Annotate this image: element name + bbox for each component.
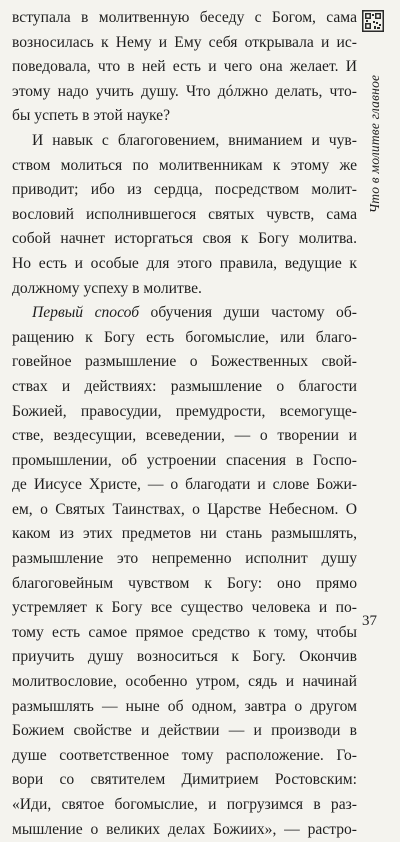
page-body — [12, 6, 357, 842]
text-run: каком из этих предметов ни стань размышлять, — [12, 525, 357, 543]
text-run: Божией, правосудии, премудрости, всемогуще- — [12, 402, 357, 420]
text-run: Божием свойстве и действии — и производи в — [12, 722, 357, 740]
text-line — [12, 6, 357, 31]
text-line — [12, 203, 357, 228]
text-line — [12, 350, 357, 375]
text-line — [12, 793, 357, 818]
text-run: тому есть самое прямое средство к тому, чтобы — [12, 623, 357, 641]
text-run: ствах и действиях: размышление о благости — [12, 377, 357, 395]
text-run: обучения души частому об- — [139, 304, 357, 322]
text-line — [12, 400, 357, 425]
text-line — [12, 80, 357, 105]
text-line — [12, 449, 357, 474]
text-run: ращению к Богу есть богомыслие, или благо- — [12, 328, 357, 346]
text-line — [12, 178, 357, 203]
text-run: душе соответственное тому расположение. Го- — [12, 746, 357, 764]
qr-code-icon — [362, 10, 384, 32]
text-line — [12, 227, 357, 252]
text-line — [12, 818, 357, 842]
text-run: должному успеху в молитве. — [12, 279, 202, 297]
text-line — [12, 695, 357, 720]
text-run: собой начнет исторгаться своя к Богу молитва. — [12, 230, 357, 248]
text-line — [12, 547, 357, 572]
text-line — [12, 55, 357, 80]
page-number: 37 — [362, 613, 377, 629]
text-line — [12, 596, 357, 621]
text-line — [12, 744, 357, 769]
text-line — [12, 129, 357, 154]
text-run: Но есть и особые для этого правила, ведущие к — [12, 254, 357, 272]
text-run: де Иисусе Христе, — о благодати и слове Божи- — [12, 476, 357, 494]
text-run: молитвословие, особенно утром, сядь и начинай — [12, 673, 357, 691]
text-run: бы успеть в этой науке? — [12, 107, 171, 125]
text-run: стве, вездесущии, всеведении, — о творении и — [12, 427, 357, 445]
text-line — [12, 277, 357, 302]
text-run: этому надо учить душу. Что дóлжно делать, что- — [12, 82, 357, 100]
text-run: ством молиться по молитвенникам к этому же — [12, 156, 357, 174]
text-line — [12, 670, 357, 695]
text-run: вословий исполнившегося святых чувств, сама — [12, 205, 357, 223]
running-head-text: Что в молитве главное — [367, 74, 382, 214]
text-run: размышлять — ныне об одном, завтра о другом — [12, 697, 357, 715]
text-run: вори со святителем Димитрием Ростовским: — [12, 771, 357, 789]
text-line — [12, 424, 357, 449]
text-run: возносилась к Нему и Ему себя открывала и ис- — [12, 33, 357, 51]
text-run: ем, о Святых Таинствах, о Царстве Небесном. О — [12, 500, 357, 518]
text-run: размышление это непременно исполнит душу — [12, 550, 357, 568]
text-line — [12, 326, 357, 351]
text-run: приводит; ибо из сердца, посредством молит- — [12, 181, 357, 199]
text-line — [12, 375, 357, 400]
text-line — [12, 621, 357, 646]
text-line — [12, 252, 357, 277]
text-run: устремляет к Богу все существо человека и по- — [12, 599, 357, 617]
text-line — [12, 154, 357, 179]
text-run: благоговейным чувством к Богу: оно прямо — [12, 574, 357, 592]
text-line — [12, 522, 357, 547]
text-run: «Иди, святое богомыслие, и погрузимся в раз- — [12, 796, 357, 813]
text-run: поведовала, что в ней есть и чего она желает. И — [12, 58, 357, 76]
text-line — [12, 301, 357, 326]
text-run: приучить душу возноситься к Богу. Окончив — [12, 648, 357, 666]
text-run: говейное размышление о Божественных свой- — [12, 353, 357, 371]
text-line — [12, 498, 357, 523]
text-line — [12, 768, 357, 793]
text-run: мышление о великих делах Божиих», — растро- — [12, 820, 357, 838]
text-line — [12, 645, 357, 670]
text-line — [12, 104, 357, 129]
text-line — [12, 473, 357, 498]
running-head — [361, 44, 389, 244]
italic-phrase: Первый способ — [32, 304, 140, 322]
text-line — [12, 31, 357, 56]
text-line — [12, 572, 357, 597]
text-run: вступала в молитвенную беседу с Богом, сама — [12, 9, 357, 26]
text-run: И навык с благоговением, вниманием и чув- — [32, 131, 357, 149]
text-run: промышлении, об устроении спасения в Госпо- — [12, 451, 357, 469]
text-line — [12, 719, 357, 744]
